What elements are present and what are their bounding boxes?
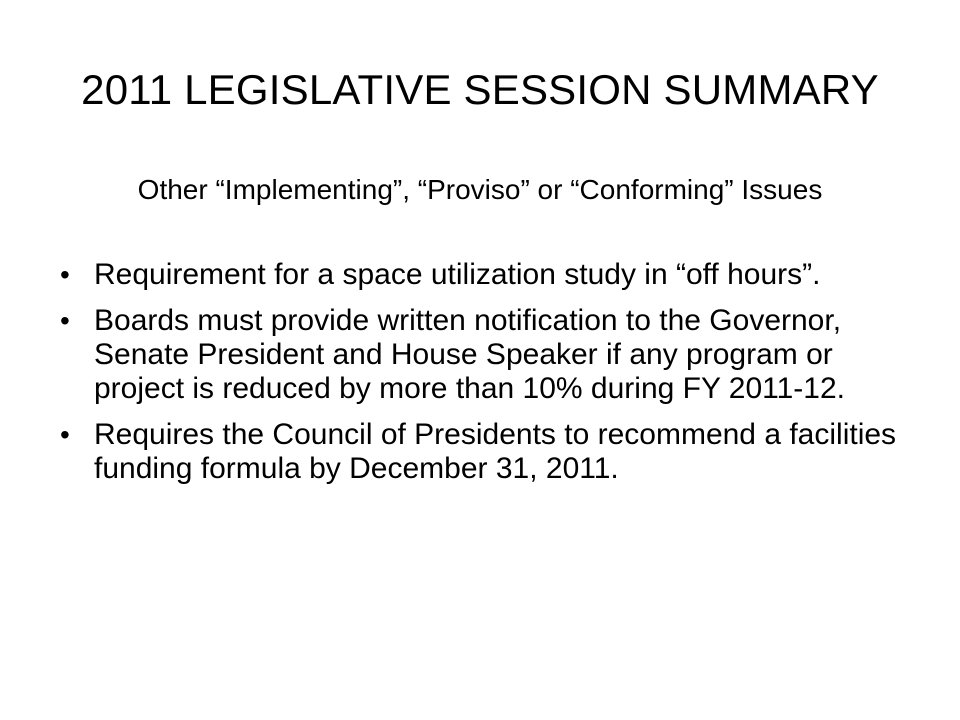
- bullet-text: Boards must provide written notification to the Governor, Senate President and House Speaker if any program or project is reduced by more than 10% during FY 2011-12.: [94, 304, 845, 405]
- bullet-dot-icon: •: [60, 259, 70, 290]
- bullet-list: [56, 258, 916, 498]
- bullet-text: Requires the Council of Presidents to recommend a facilities funding formula by December 31, 2011.: [94, 418, 897, 485]
- slide-title: 2011 LEGISLATIVE SESSION SUMMARY: [81, 66, 879, 113]
- bullet-text: Requirement for a space utilization study in “off hours”.: [94, 258, 821, 291]
- bullet-item-space-study: [56, 258, 916, 292]
- slide-subtitle: Other “Implementing”, “Proviso” or “Conforming” Issues: [137, 174, 823, 205]
- bullet-item-facilities-formula: [56, 418, 916, 486]
- bullet-item-written-notification: [56, 304, 916, 406]
- bullet-dot-icon: •: [60, 305, 70, 336]
- bullet-dot-icon: •: [60, 419, 70, 450]
